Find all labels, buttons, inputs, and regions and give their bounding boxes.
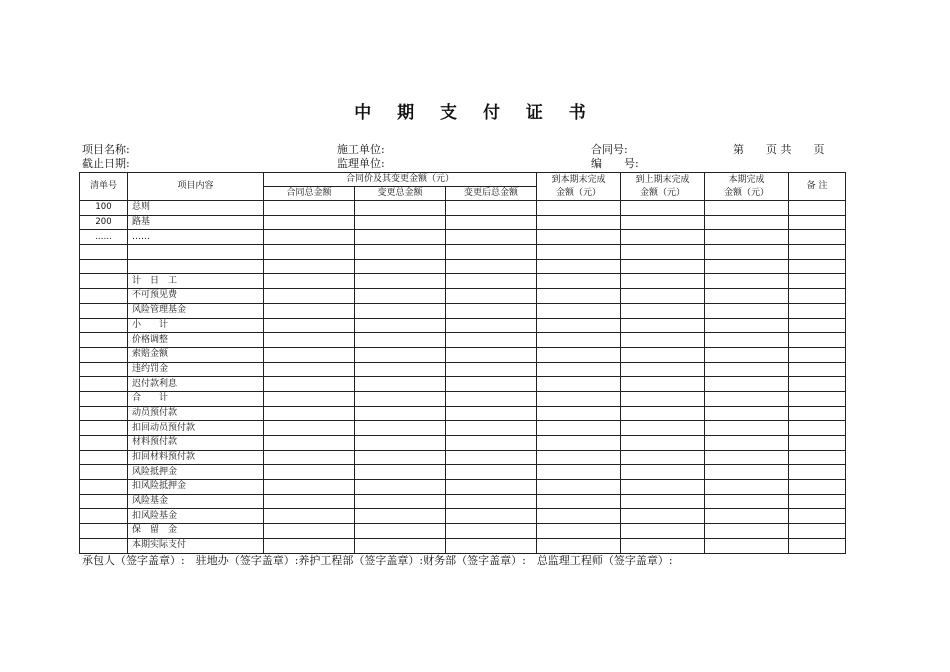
row-item: 扣回动员预付款 <box>128 421 264 436</box>
table-row <box>80 245 846 260</box>
amount-cell <box>446 421 537 436</box>
row-code <box>80 289 128 304</box>
amount-cell <box>264 333 355 348</box>
amount-cell <box>355 465 446 480</box>
amount-cell <box>537 274 621 289</box>
amount-cell <box>621 524 705 539</box>
amount-cell <box>355 274 446 289</box>
amount-cell <box>446 362 537 377</box>
payment-table <box>79 172 846 554</box>
header-to-period-end: 到本期末完成 金额（元） <box>537 173 621 201</box>
amount-cell <box>705 421 789 436</box>
amount-cell <box>621 436 705 451</box>
amount-cell <box>264 230 355 245</box>
amount-cell <box>264 362 355 377</box>
row-item <box>128 259 264 274</box>
row-code <box>80 303 128 318</box>
amount-cell <box>355 436 446 451</box>
amount-cell <box>621 333 705 348</box>
amount-cell <box>355 259 446 274</box>
amount-cell <box>446 347 537 362</box>
amount-cell <box>621 494 705 509</box>
row-code <box>80 318 128 333</box>
amount-cell <box>355 201 446 216</box>
amount-cell <box>446 450 537 465</box>
amount-cell <box>446 524 537 539</box>
amount-cell <box>355 215 446 230</box>
amount-cell <box>537 494 621 509</box>
amount-cell <box>789 362 846 377</box>
amount-cell <box>264 318 355 333</box>
amount-cell <box>446 377 537 392</box>
amount-cell <box>705 509 789 524</box>
row-item: 扣风险抵押金 <box>128 480 264 495</box>
amount-cell <box>264 391 355 406</box>
amount-cell <box>789 450 846 465</box>
amount-cell <box>446 289 537 304</box>
row-item: 材料预付款 <box>128 436 264 451</box>
amount-cell <box>446 230 537 245</box>
amount-cell <box>446 494 537 509</box>
amount-cell <box>621 406 705 421</box>
amount-cell <box>446 465 537 480</box>
row-code <box>80 436 128 451</box>
amount-cell <box>537 436 621 451</box>
row-code <box>80 480 128 495</box>
amount-cell <box>355 303 446 318</box>
amount-cell <box>705 333 789 348</box>
amount-cell <box>705 465 789 480</box>
amount-cell <box>264 524 355 539</box>
amount-cell <box>789 494 846 509</box>
amount-cell <box>537 391 621 406</box>
amount-cell <box>355 245 446 260</box>
row-item: 计 日 工 <box>128 274 264 289</box>
amount-cell <box>446 538 537 553</box>
row-item: 违约罚金 <box>128 362 264 377</box>
row-code: 200 <box>80 215 128 230</box>
signature-footer: 承包人（签字盖章）: 驻地办（签字盖章）:养护工程部（签字盖章）:财务部（签字盖章）: 总监理工程师（签字盖章）: <box>82 554 673 567</box>
amount-cell <box>789 303 846 318</box>
amount-cell <box>705 347 789 362</box>
amount-cell <box>789 538 846 553</box>
table-row <box>80 509 846 524</box>
table-row <box>80 524 846 539</box>
amount-cell <box>446 436 537 451</box>
amount-cell <box>355 289 446 304</box>
contract-no-label: 合同号: <box>591 143 628 156</box>
amount-cell <box>705 524 789 539</box>
amount-cell <box>264 289 355 304</box>
table-row <box>80 274 846 289</box>
amount-cell <box>789 245 846 260</box>
amount-cell <box>446 318 537 333</box>
page-info: 第 页 共 页 <box>733 143 825 156</box>
amount-cell <box>705 303 789 318</box>
row-code <box>80 450 128 465</box>
header-contract-group: 合同价及其变更金额（元） <box>264 173 537 187</box>
amount-cell <box>789 215 846 230</box>
amount-cell <box>264 494 355 509</box>
amount-cell <box>537 230 621 245</box>
page-title: 中 期 支 付 证 书 <box>354 103 596 123</box>
amount-cell <box>705 406 789 421</box>
amount-cell <box>537 480 621 495</box>
amount-cell <box>621 230 705 245</box>
amount-cell <box>705 201 789 216</box>
amount-cell <box>705 377 789 392</box>
cutoff-date-label: 截止日期: <box>82 157 130 170</box>
table-row <box>80 318 846 333</box>
amount-cell <box>446 215 537 230</box>
row-code: 100 <box>80 201 128 216</box>
amount-cell <box>705 274 789 289</box>
amount-cell <box>537 524 621 539</box>
header-list-no: 清单号 <box>80 173 128 201</box>
table-row <box>80 289 846 304</box>
table-row <box>80 347 846 362</box>
row-item: 风险基金 <box>128 494 264 509</box>
amount-cell <box>264 450 355 465</box>
number-label: 编 号: <box>591 157 639 170</box>
amount-cell <box>355 509 446 524</box>
amount-cell <box>264 259 355 274</box>
amount-cell <box>789 524 846 539</box>
row-code <box>80 259 128 274</box>
row-item: 索赔金额 <box>128 347 264 362</box>
row-item: 合 计 <box>128 391 264 406</box>
header-change-total: 变更总金额 <box>355 187 446 201</box>
row-code <box>80 333 128 348</box>
amount-cell <box>705 289 789 304</box>
amount-cell <box>355 450 446 465</box>
amount-cell <box>705 215 789 230</box>
row-code <box>80 509 128 524</box>
amount-cell <box>355 333 446 348</box>
amount-cell <box>705 494 789 509</box>
amount-cell <box>789 347 846 362</box>
row-code: …… <box>80 230 128 245</box>
amount-cell <box>621 303 705 318</box>
amount-cell <box>264 480 355 495</box>
amount-cell <box>705 391 789 406</box>
amount-cell <box>537 303 621 318</box>
header-this-period: 本期完成 金额（元） <box>705 173 789 201</box>
amount-cell <box>446 274 537 289</box>
amount-cell <box>621 480 705 495</box>
amount-cell <box>264 215 355 230</box>
amount-cell <box>537 347 621 362</box>
amount-cell <box>789 201 846 216</box>
row-item: 价格调整 <box>128 333 264 348</box>
table-row <box>80 377 846 392</box>
amount-cell <box>621 347 705 362</box>
amount-cell <box>621 377 705 392</box>
amount-cell <box>264 509 355 524</box>
amount-cell <box>621 274 705 289</box>
row-item: 风险管理基金 <box>128 303 264 318</box>
amount-cell <box>621 450 705 465</box>
row-item: 路基 <box>128 215 264 230</box>
amount-cell <box>355 347 446 362</box>
amount-cell <box>446 201 537 216</box>
amount-cell <box>446 509 537 524</box>
amount-cell <box>264 406 355 421</box>
row-item: 扣回材料预付款 <box>128 450 264 465</box>
row-item: 不可预见费 <box>128 289 264 304</box>
amount-cell <box>355 391 446 406</box>
row-code <box>80 274 128 289</box>
amount-cell <box>621 201 705 216</box>
amount-cell <box>789 391 846 406</box>
amount-cell <box>264 436 355 451</box>
table-row <box>80 201 846 216</box>
amount-cell <box>355 524 446 539</box>
amount-cell <box>789 421 846 436</box>
row-item: 扣风险基金 <box>128 509 264 524</box>
amount-cell <box>621 318 705 333</box>
table-row <box>80 362 846 377</box>
row-item: 保 留 金 <box>128 524 264 539</box>
row-code <box>80 391 128 406</box>
contractor-unit-label: 施工单位: <box>337 143 385 156</box>
amount-cell <box>355 538 446 553</box>
header-contract-total: 合同总金额 <box>264 187 355 201</box>
row-code <box>80 465 128 480</box>
row-item: 总则 <box>128 201 264 216</box>
amount-cell <box>789 318 846 333</box>
amount-cell <box>355 230 446 245</box>
amount-cell <box>537 289 621 304</box>
project-name-label: 项目名称: <box>82 143 130 156</box>
amount-cell <box>789 465 846 480</box>
amount-cell <box>789 230 846 245</box>
row-item: …… <box>128 230 264 245</box>
amount-cell <box>264 421 355 436</box>
amount-cell <box>537 318 621 333</box>
table-row <box>80 406 846 421</box>
row-item <box>128 245 264 260</box>
amount-cell <box>789 436 846 451</box>
amount-cell <box>355 421 446 436</box>
row-item: 本期实际支付 <box>128 538 264 553</box>
amount-cell <box>789 274 846 289</box>
row-code <box>80 377 128 392</box>
amount-cell <box>789 333 846 348</box>
table-row <box>80 230 846 245</box>
amount-cell <box>355 406 446 421</box>
amount-cell <box>621 289 705 304</box>
amount-cell <box>789 289 846 304</box>
amount-cell <box>789 509 846 524</box>
amount-cell <box>355 377 446 392</box>
amount-cell <box>446 333 537 348</box>
amount-cell <box>264 303 355 318</box>
table-row <box>80 259 846 274</box>
amount-cell <box>264 538 355 553</box>
amount-cell <box>264 274 355 289</box>
row-code <box>80 494 128 509</box>
table-row <box>80 450 846 465</box>
amount-cell <box>537 538 621 553</box>
amount-cell <box>621 509 705 524</box>
amount-cell <box>355 480 446 495</box>
row-item: 迟付款利息 <box>128 377 264 392</box>
header-remarks: 备 注 <box>789 173 846 201</box>
amount-cell <box>537 450 621 465</box>
amount-cell <box>537 215 621 230</box>
amount-cell <box>621 538 705 553</box>
table-row <box>80 421 846 436</box>
amount-cell <box>621 465 705 480</box>
amount-cell <box>705 230 789 245</box>
amount-cell <box>789 259 846 274</box>
amount-cell <box>789 480 846 495</box>
amount-cell <box>705 245 789 260</box>
row-code <box>80 362 128 377</box>
amount-cell <box>355 494 446 509</box>
table-row <box>80 494 846 509</box>
amount-cell <box>537 509 621 524</box>
amount-cell <box>264 465 355 480</box>
table-row <box>80 480 846 495</box>
amount-cell <box>537 259 621 274</box>
amount-cell <box>789 377 846 392</box>
row-code <box>80 421 128 436</box>
table-row <box>80 333 846 348</box>
amount-cell <box>705 480 789 495</box>
amount-cell <box>537 421 621 436</box>
amount-cell <box>537 333 621 348</box>
amount-cell <box>705 450 789 465</box>
amount-cell <box>537 465 621 480</box>
amount-cell <box>355 318 446 333</box>
amount-cell <box>537 377 621 392</box>
table-row <box>80 436 846 451</box>
supervision-unit-label: 监理单位: <box>337 157 385 170</box>
amount-cell <box>446 259 537 274</box>
amount-cell <box>621 245 705 260</box>
amount-cell <box>621 259 705 274</box>
amount-cell <box>355 362 446 377</box>
row-item: 风险抵押金 <box>128 465 264 480</box>
row-code <box>80 245 128 260</box>
amount-cell <box>446 391 537 406</box>
amount-cell <box>705 259 789 274</box>
table-row <box>80 538 846 553</box>
row-item: 小 计 <box>128 318 264 333</box>
amount-cell <box>621 391 705 406</box>
amount-cell <box>537 245 621 260</box>
table-row <box>80 391 846 406</box>
table-row <box>80 303 846 318</box>
table-row <box>80 215 846 230</box>
amount-cell <box>537 362 621 377</box>
amount-cell <box>264 377 355 392</box>
row-code <box>80 406 128 421</box>
amount-cell <box>446 406 537 421</box>
row-code <box>80 538 128 553</box>
amount-cell <box>264 347 355 362</box>
amount-cell <box>789 406 846 421</box>
header-to-last-period-end: 到上期末完成 金额（元） <box>621 173 705 201</box>
row-code <box>80 524 128 539</box>
header-after-change-total: 变更后总金额 <box>446 187 537 201</box>
amount-cell <box>621 421 705 436</box>
row-item: 动员预付款 <box>128 406 264 421</box>
amount-cell <box>705 362 789 377</box>
amount-cell <box>705 538 789 553</box>
amount-cell <box>446 303 537 318</box>
amount-cell <box>705 436 789 451</box>
amount-cell <box>621 362 705 377</box>
amount-cell <box>446 480 537 495</box>
amount-cell <box>621 215 705 230</box>
header-item-content: 项目内容 <box>128 173 264 201</box>
amount-cell <box>537 201 621 216</box>
row-code <box>80 347 128 362</box>
table-row <box>80 465 846 480</box>
amount-cell <box>537 406 621 421</box>
amount-cell <box>705 318 789 333</box>
amount-cell <box>264 245 355 260</box>
amount-cell <box>446 245 537 260</box>
amount-cell <box>264 201 355 216</box>
